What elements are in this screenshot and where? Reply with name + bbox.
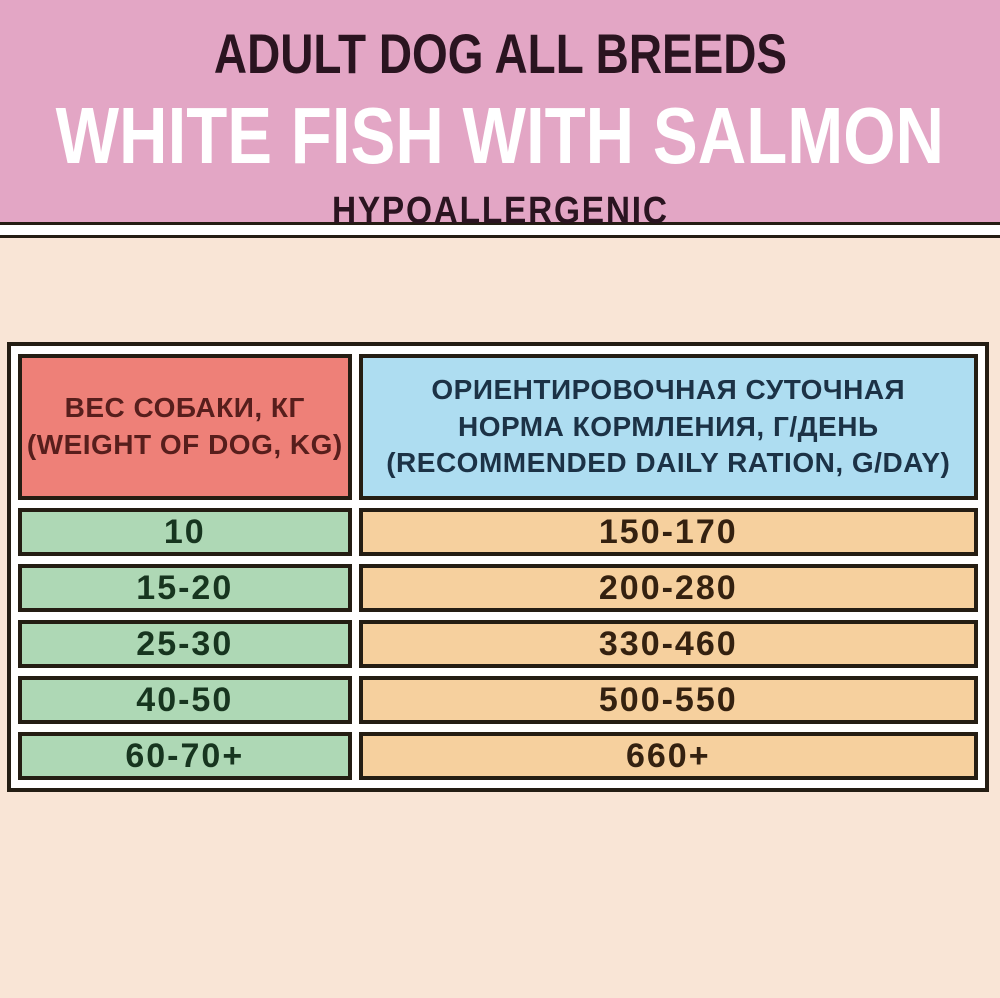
table-row [18,564,978,612]
product-category-title: ADULT DOG ALL BREEDS [213,22,787,85]
weight-value: 10 [18,508,352,556]
ration-value: 150-170 [359,508,978,556]
ration-header-ru-line1: ОРИЕНТИРОВОЧНАЯ СУТОЧНАЯ [431,373,906,405]
weight-value: 15-20 [18,564,352,612]
ration-value: 660+ [359,732,978,780]
label-body [0,238,1000,792]
weight-value: 60-70+ [18,732,352,780]
weight-value: 40-50 [18,676,352,724]
ration-value: 500-550 [359,676,978,724]
ration-header-ru-line2: НОРМА КОРМЛЕНИЯ, Г/ДЕНЬ [457,410,879,442]
ration-header-en: (RECOMMENDED DAILY RATION, G/DAY) [386,447,951,479]
table-row [18,620,978,668]
ration-column-header [359,354,978,500]
weight-header-en: (WEIGHT OF DOG, KG) [26,429,343,460]
weight-column-header [18,354,352,500]
weight-header-ru: ВЕС СОБАКИ, КГ [64,392,305,424]
top-banner [0,0,1000,232]
table-header-row [18,354,978,500]
table-row [18,732,978,780]
table-row [18,508,978,556]
ration-value: 200-280 [359,564,978,612]
feeding-ration-table [7,342,989,792]
table-row [18,676,978,724]
weight-value: 25-30 [18,620,352,668]
ration-value: 330-460 [359,620,978,668]
product-feature-label: HYPOALLERGENIC [331,190,669,232]
product-name-title: WHITE FISH WITH SALMON [55,91,945,180]
